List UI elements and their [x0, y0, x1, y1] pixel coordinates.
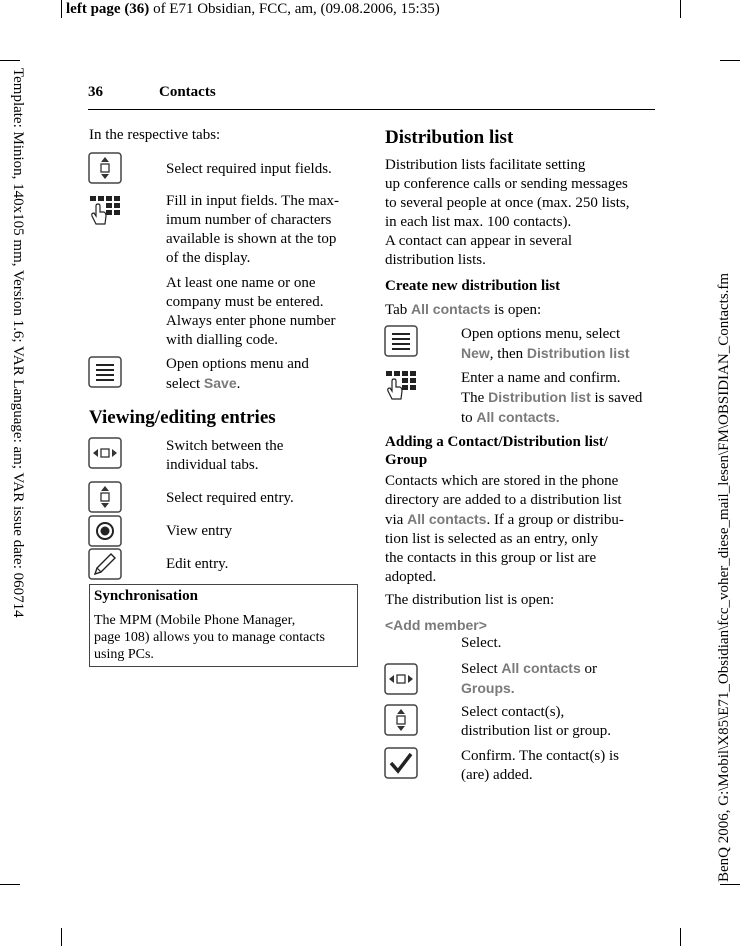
text-line: Open options menu and — [166, 356, 309, 372]
row-text: Select required input fields. — [166, 161, 332, 177]
text-line: tion list is selected as an entry, only — [385, 531, 599, 547]
distribution-list-label: Distribution list — [488, 389, 591, 405]
text-line: distribution lists. — [385, 252, 486, 268]
row-text: View entry — [166, 523, 233, 539]
left-side-text: Template: Minion, 140x105 mm, Version 1.6; VAR Language: am; VAR issue date: 060714 — [10, 68, 26, 618]
template-info — [66, 1, 440, 18]
text-line: available is shown at the top — [166, 231, 337, 247]
crop-mark — [0, 60, 20, 61]
box-title: Synchronisation — [94, 588, 198, 604]
text-line: adopted. — [385, 569, 437, 585]
text-line — [166, 374, 309, 394]
template-info-text: of E71 Obsidian, FCC, am, (09.08.2006, 15:35) — [149, 1, 440, 17]
text-line: Switch between the — [166, 438, 284, 454]
text-line: A contact can appear in several — [385, 233, 572, 249]
text-span: via — [385, 512, 408, 528]
row-text — [461, 325, 630, 364]
text-span: select — [166, 376, 204, 392]
subheading — [385, 433, 608, 469]
text-line: Contacts which are stored in the phone — [385, 473, 619, 489]
box-body — [94, 612, 325, 663]
menu-item-distribution-list: Distribution list — [526, 345, 630, 361]
text-line: At least one name or one — [166, 275, 316, 291]
text-line: page 108) allows you to manage contacts — [94, 630, 325, 645]
text-span: The — [461, 390, 489, 406]
center-key-icon — [88, 515, 122, 547]
text-line: in each list max. 100 contacts). — [385, 214, 572, 230]
intro-text: In the respective tabs: — [89, 127, 221, 143]
paragraph — [385, 472, 624, 587]
text-line: individual tabs. — [166, 457, 259, 473]
page-number: 36 — [88, 84, 103, 100]
text-line: with dialling code. — [166, 332, 279, 348]
section-heading: Viewing/editing entries — [89, 407, 276, 428]
text-line: to several people at once (max. 250 lists, — [385, 195, 630, 211]
text-line: Open options menu, select — [461, 326, 621, 342]
text-line: Group — [385, 452, 428, 468]
tab-all-contacts: All contacts — [411, 301, 491, 317]
row-text — [461, 659, 597, 699]
nav-left-right-icon — [88, 437, 122, 469]
text-line: The MPM (Mobile Phone Manager, — [94, 613, 296, 628]
text-line: the contacts in this group or list are — [385, 550, 597, 566]
keypad-icon — [384, 369, 418, 401]
row-text — [166, 355, 309, 394]
options-menu-icon — [384, 325, 418, 357]
menu-item-save: Save — [203, 375, 237, 391]
nav-up-down-icon — [384, 704, 418, 736]
nav-up-down-icon — [88, 481, 122, 513]
keypad-icon — [88, 194, 122, 226]
row-text — [166, 437, 283, 475]
all-contacts-label: All contacts — [407, 511, 487, 527]
text-line — [385, 510, 624, 530]
section-heading: Distribution list — [385, 127, 514, 148]
crop-mark — [61, 928, 62, 946]
text-line — [461, 679, 597, 699]
text-line: of the display. — [166, 250, 251, 266]
text-line: (are) added. — [461, 767, 533, 783]
text-line: directory are added to a distribution list — [385, 492, 622, 508]
text-span: . If a group or distribu- — [486, 512, 624, 528]
crop-mark — [680, 928, 681, 946]
nav-left-right-icon — [384, 663, 418, 695]
nav-up-down-icon — [88, 152, 122, 184]
checkmark-icon — [384, 747, 418, 779]
crop-mark — [720, 60, 740, 61]
text-line: Distribution lists facilitate setting — [385, 157, 586, 173]
select-text: Select. — [461, 635, 502, 651]
menu-item-new: New — [461, 345, 490, 361]
right-side-text: BenQ 2006, G:\Mobil\X85\E71_Obsidian\fcc_voher_diese_mail_lesen\FM\OBSIDIAN_Contacts.fm — [716, 272, 732, 882]
text-line: Always enter phone number — [166, 313, 336, 329]
chapter-title: Contacts — [159, 84, 216, 100]
tab-open-text — [385, 300, 541, 320]
subheading: Create new distribution list — [385, 278, 561, 294]
text-line: Confirm. The contact(s) is — [461, 748, 620, 764]
crop-mark — [680, 0, 681, 18]
text-span: , then — [489, 346, 527, 362]
text-span: is saved — [590, 390, 643, 406]
crop-mark — [61, 0, 62, 18]
options-menu-icon — [88, 356, 122, 388]
synchronisation-box — [89, 584, 358, 667]
all-contacts-label: All contacts — [501, 660, 581, 676]
text-line: Fill in input fields. The max- — [166, 193, 340, 209]
text-line: imum number of characters — [166, 212, 332, 228]
text-span: . — [236, 376, 241, 392]
crop-mark — [0, 884, 20, 885]
text-line: Select contact(s), — [461, 704, 565, 720]
row-text — [461, 747, 619, 785]
text-span: is open: — [490, 302, 542, 318]
text-line — [461, 408, 642, 428]
text-line: using PCs. — [94, 647, 154, 662]
open-text: The distribution list is open: — [385, 592, 555, 608]
text-line — [461, 388, 642, 408]
text-span: Select — [461, 661, 502, 677]
page-label: left page (36) — [66, 1, 150, 17]
text-line — [461, 344, 630, 364]
row-text — [461, 369, 642, 428]
header-rule — [88, 109, 655, 110]
text-line — [461, 659, 597, 679]
add-member-label: <Add member> — [385, 617, 487, 633]
text-line: company must be entered. — [166, 294, 324, 310]
text-line: Enter a name and confirm. — [461, 370, 621, 386]
intro-paragraph — [385, 156, 630, 270]
groups-label: Groups. — [461, 680, 515, 696]
row-text — [461, 703, 611, 741]
row-text: Edit entry. — [166, 556, 229, 572]
row-text: Select required entry. — [166, 490, 294, 506]
row-text — [166, 274, 336, 350]
text-line: distribution list or group. — [461, 723, 611, 739]
text-span: to — [461, 410, 477, 426]
row-text — [166, 192, 339, 268]
text-line: up conference calls or sending messages — [385, 176, 628, 192]
text-span: or — [580, 661, 598, 677]
text-span: Tab — [385, 302, 412, 318]
crop-mark — [720, 884, 740, 885]
pencil-icon — [88, 548, 122, 580]
text-line: Adding a Contact/Distribution list/ — [385, 434, 608, 450]
all-contacts-label: All contacts. — [476, 409, 560, 425]
